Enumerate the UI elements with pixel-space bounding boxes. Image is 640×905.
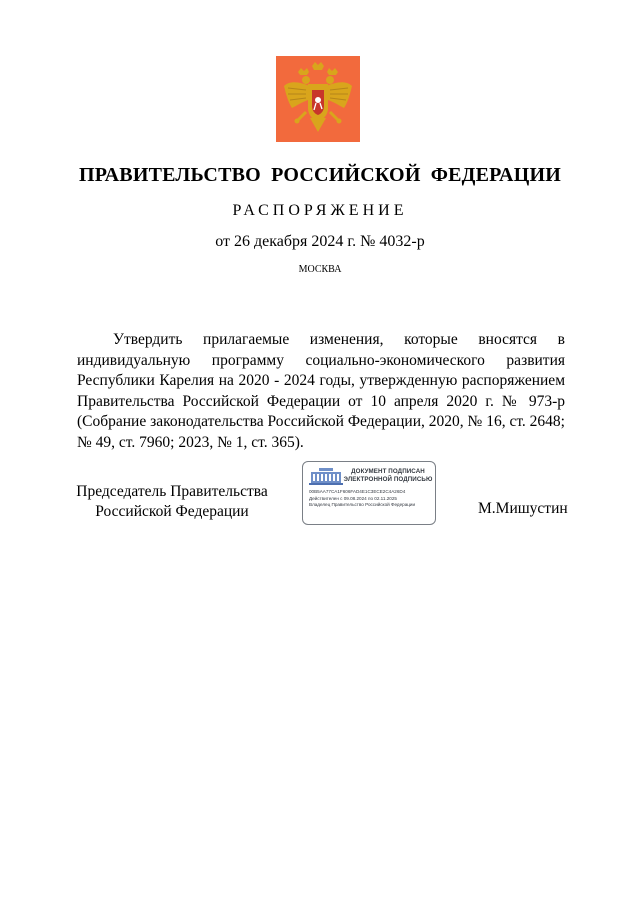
stamp-owner: Владелец Правительство Российской Федерации [309, 502, 416, 507]
stamp-validity-period: Действителен с 09.08.2024 по 02.11.2025 [309, 496, 397, 501]
signatory-position-line-2: Российской Федерации [95, 503, 249, 520]
issue-city: МОСКВА [298, 264, 342, 275]
stamp-certificate-number: 00B5AA77CA1F606FAD4E1C3ECE2C4A26D4 [309, 489, 406, 494]
state-emblem [276, 56, 360, 142]
government-building-logo-icon [309, 467, 343, 485]
stamp-heading-line-2: ЭЛЕКТРОННОЙ ПОДПИСЬЮ [343, 476, 433, 483]
signatory-position-line-1: Председатель Правительства [76, 483, 268, 500]
stamp-heading-line-1: ДОКУМЕНТ ПОДПИСАН [351, 468, 425, 475]
coat-of-arms-icon [276, 56, 360, 142]
signatory-position [72, 482, 272, 522]
document-type: РАСПОРЯЖЕНИЕ [232, 202, 408, 219]
issuer-title: ПРАВИТЕЛЬСТВО РОССИЙСКОЙ ФЕДЕРАЦИИ [79, 164, 561, 186]
electronic-signature-stamp [302, 461, 436, 525]
signatory-name: М.Мишустин [478, 500, 568, 517]
order-text: Утвердить прилагаемые изменения, которые вносятся в индивидуальную программу социально-экономического развития Республики Карелия на 2020 - 2024 годы, утвержденную распоряжением Правительства Российской Федерации от 10 апреля 2020 г. № 973-р (Собрание законодательства Российской Федерации, 2020, № 16, ст. 2648; № 49, ст. 7960; 2023, № 1, ст. 365). [77, 331, 565, 451]
stamp-heading [343, 468, 433, 484]
document-date-number: от 26 декабря 2024 г. № 4032-р [215, 233, 425, 250]
